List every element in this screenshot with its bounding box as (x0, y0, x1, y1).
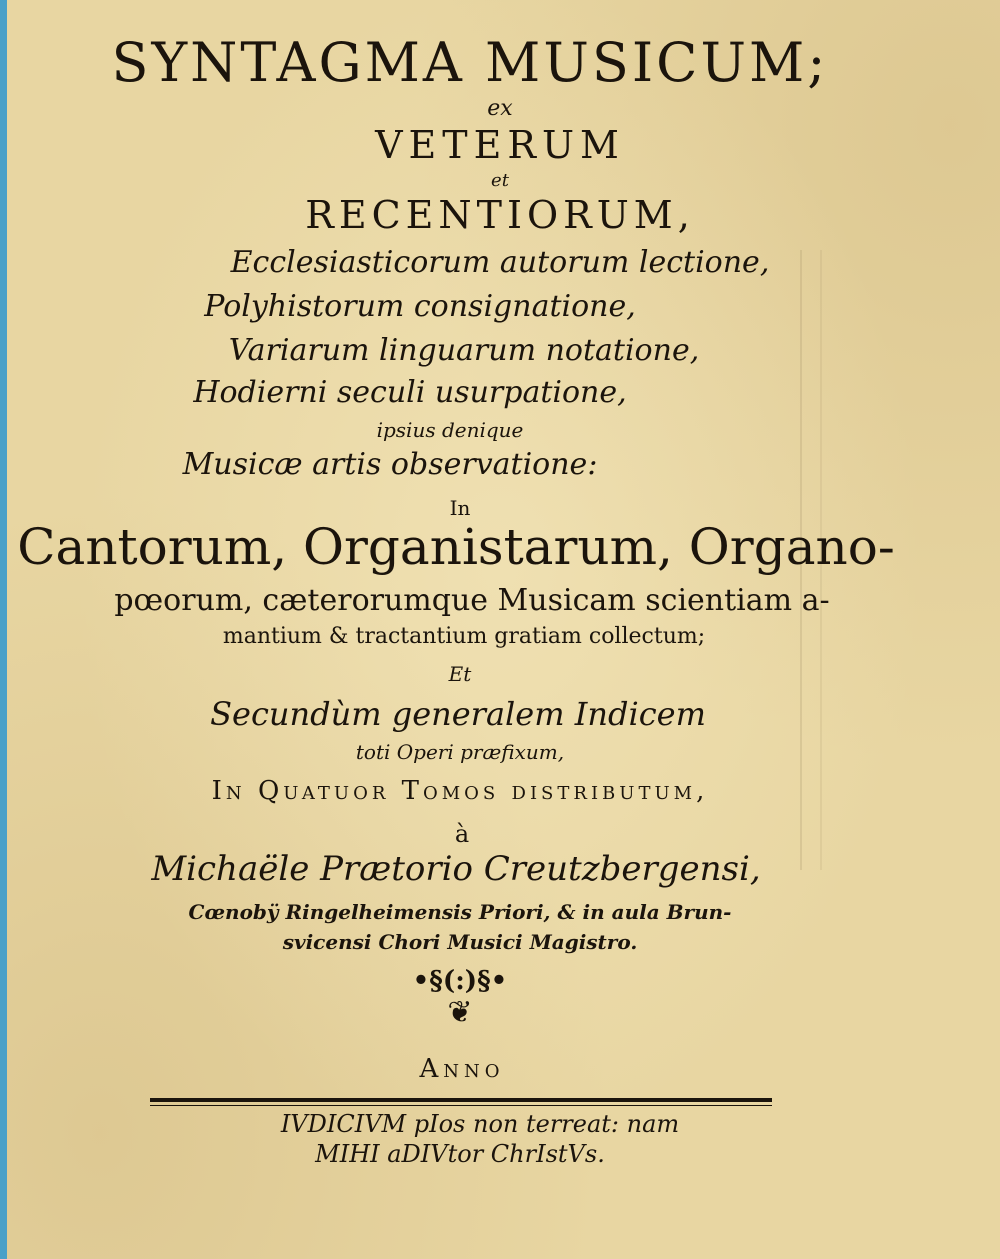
line-ipsius: ipsius denique (376, 418, 524, 442)
line-secundum: Secundùm generalem Indicem (210, 695, 706, 733)
motto-line-2: MIHI aDIVtor ChrIstVs. (315, 1140, 605, 1168)
line-variarum: Variarum linguarum notatione, (228, 333, 700, 368)
line-hodierni: Hodierni seculi usurpatione, (193, 375, 627, 410)
line-ecclesiasticorum: Ecclesiasticorum autorum lectione, (230, 245, 770, 280)
printer-ornament: •§(:)§• (412, 966, 508, 996)
line-mantium: mantium & tractantium gratiam collectum; (222, 624, 706, 649)
line-toti: toti Operi præfixum, (355, 740, 565, 764)
line-ex: ex (487, 96, 513, 121)
line-cantorum: Cantorum, Organistarum, Organo- (17, 518, 895, 576)
line-in: In (449, 496, 471, 520)
line-recentiorum: RECENTIORUM, (305, 193, 695, 237)
line-et: et (491, 170, 509, 191)
line-poeorum: pœorum, cæterorumque Musicam scientiam a- (114, 583, 830, 618)
line-polyhistorum: Polyhistorum consignatione, (204, 289, 636, 324)
line-author: Michaële Prætorio Creutzbergensi, (151, 849, 761, 889)
line-veterum: VETERUM (375, 123, 625, 167)
line-a: à (454, 820, 470, 848)
rule-thin (150, 1105, 772, 1106)
line-svicensi: svicensi Chori Musici Magistro. (282, 930, 638, 954)
rule-thick (150, 1098, 772, 1102)
line-quatuor: In Quatuor Tomos distributum, (211, 776, 709, 806)
line-coenobii: Cœnobÿ Ringelheimensis Priori, & in aula Brun- (188, 900, 732, 924)
line-et-2: Et (448, 662, 472, 686)
line-anno: Anno (419, 1054, 505, 1084)
motto-line-1: IVDICIVM pIos non terreat: nam (280, 1110, 680, 1138)
line-musicae: Musicæ artis observatione: (182, 447, 598, 482)
main-title: SYNTAGMA MUSICUM; (111, 31, 829, 94)
grape-ornament-icon: ❦ (447, 995, 473, 1030)
